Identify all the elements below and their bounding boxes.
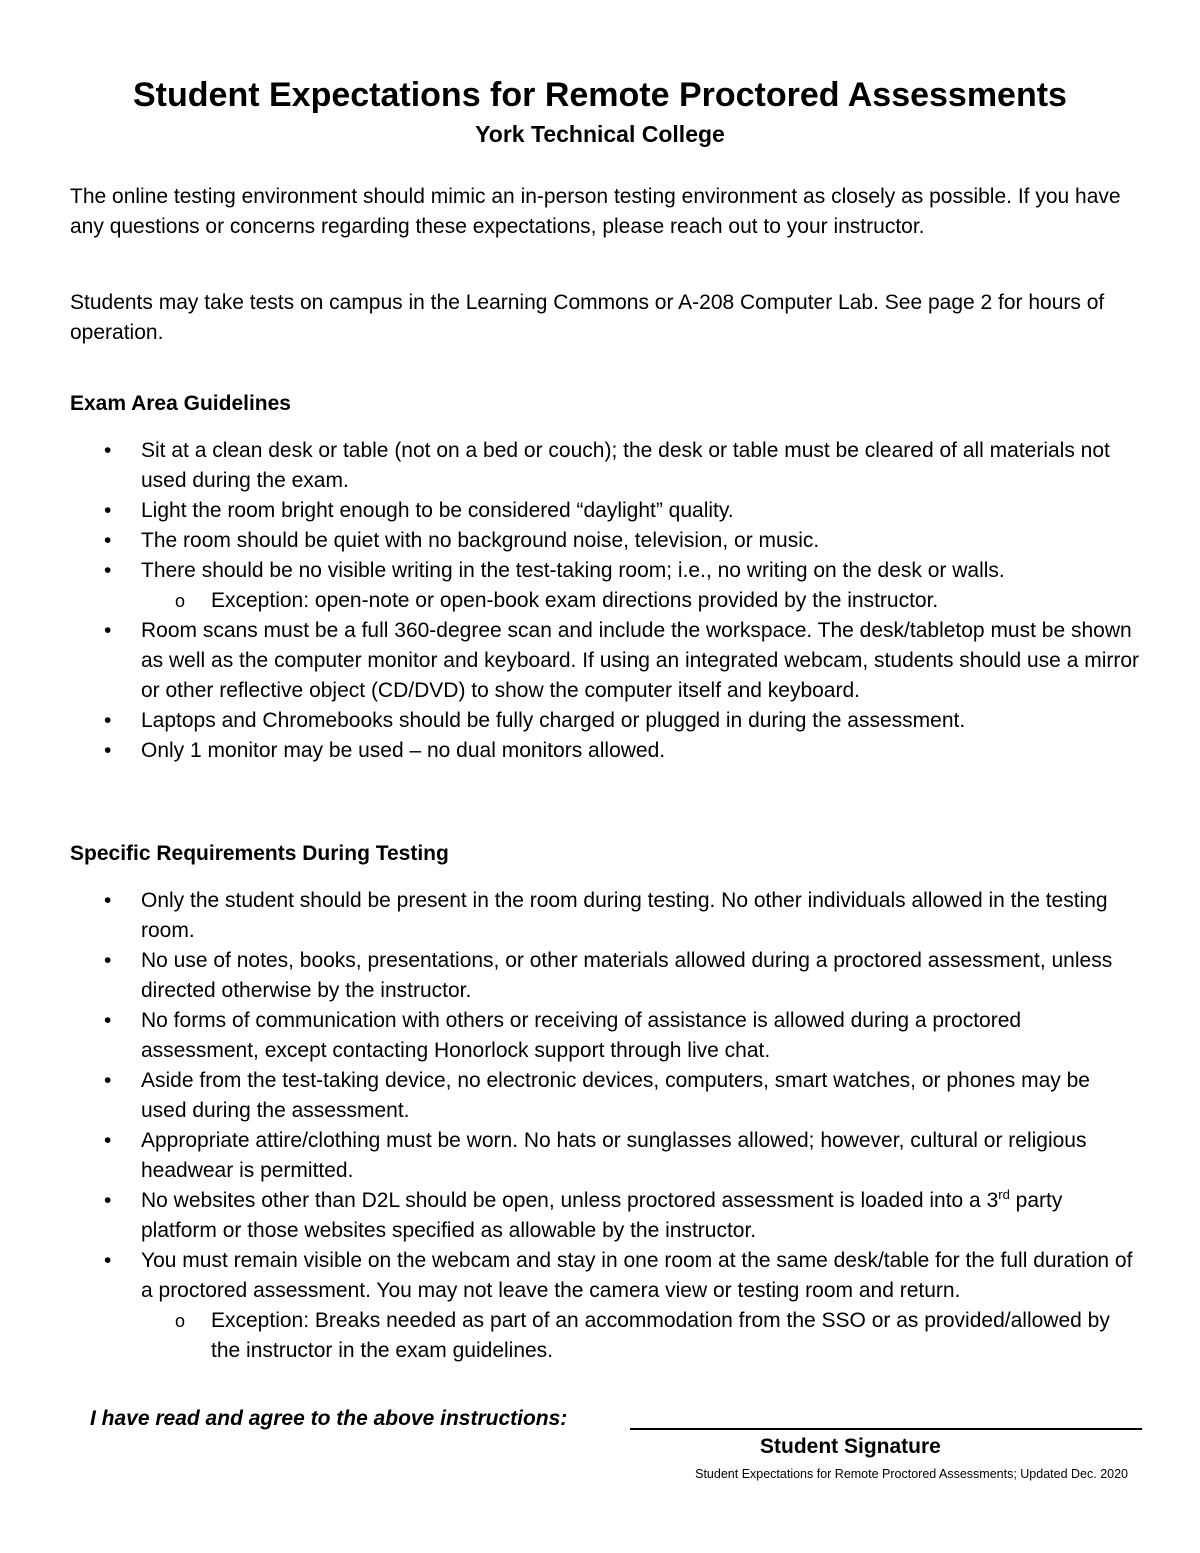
exam-area-list bbox=[0, 436, 1140, 766]
signature-line[interactable] bbox=[630, 1428, 1142, 1430]
list-item: • There should be no visible writing in the test-taking room; i.e., no writing on the desk or walls. bbox=[0, 556, 1140, 586]
list-item: • You must remain visible on the webcam and stay in one room at the same desk/table for the full duration of a proctored assessment. You may not leave the camera view or testing room and return. bbox=[0, 1246, 1140, 1306]
websites-text-superscript: rd bbox=[998, 1187, 1010, 1202]
signature-label: Student Signature bbox=[760, 1435, 941, 1458]
list-item: • No use of notes, books, presentations, or other materials allowed during a proctored assessment, unless directed otherwise by the instructor. bbox=[0, 946, 1140, 1006]
list-item: • No forms of communication with others or receiving of assistance is allowed during a proctored assessment, except contacting Honorlock support through live chat. bbox=[0, 1006, 1140, 1066]
list-item: • Appropriate attire/clothing must be worn. No hats or sunglasses allowed; however, cultural or religious headwear is permitted. bbox=[0, 1126, 1140, 1186]
list-item-websites bbox=[0, 1186, 1140, 1246]
sub-list-item: o Exception: open-note or open-book exam directions provided by the instructor. bbox=[0, 586, 1140, 616]
list-item: • Laptops and Chromebooks should be fully charged or plugged in during the assessment. bbox=[0, 706, 1140, 736]
websites-text-before: No websites other than D2L should be open, unless proctored assessment is loaded into a 3 bbox=[141, 1189, 999, 1212]
list-item: • Sit at a clean desk or table (not on a bed or couch); the desk or table must be cleared of all materials not used during the exam. bbox=[0, 436, 1140, 496]
list-item: • Room scans must be a full 360-degree scan and include the workspace. The desk/tabletop must be shown as well as the computer monitor and keyboard. If using an integrated webcam, students should use a mirror or other reflective object (CD/DVD) to show the computer itself and keyboard. bbox=[0, 616, 1140, 706]
sub-list-item: o Exception: Breaks needed as part of an accommodation from the SSO or as provided/allowed by the instructor in the exam guidelines. bbox=[0, 1306, 1140, 1366]
testing-requirements-list bbox=[0, 886, 1140, 1366]
list-item: • Light the room bright enough to be considered “daylight” quality. bbox=[0, 496, 1140, 526]
page-title: Student Expectations for Remote Proctored Assessments bbox=[133, 76, 1067, 114]
intro-paragraph: The online testing environment should mimic an in-person testing environment as closely as possible. If you have any questions or concerns regarding these expectations, please reach out to your instructor. bbox=[70, 185, 1121, 238]
list-item: • Only the student should be present in the room during testing. No other individuals allowed in the testing room. bbox=[0, 886, 1140, 946]
page-footer: Student Expectations for Remote Proctored Assessments; Updated Dec. 2020 bbox=[695, 1467, 1128, 1481]
exam-area-heading: Exam Area Guidelines bbox=[70, 392, 291, 415]
campus-testing-paragraph: Students may take tests on campus in the Learning Commons or A-208 Computer Lab. See page 2 for hours of operation. bbox=[70, 291, 1105, 344]
page-subtitle: York Technical College bbox=[475, 121, 725, 147]
websites-text-after: party platform or those websites specified as allowable by the instructor. bbox=[141, 1189, 1063, 1242]
agreement-statement: I have read and agree to the above instructions: bbox=[90, 1407, 568, 1430]
list-item: • Only 1 monitor may be used – no dual monitors allowed. bbox=[0, 736, 1140, 766]
testing-requirements-heading: Specific Requirements During Testing bbox=[70, 842, 449, 865]
list-item: • The room should be quiet with no background noise, television, or music. bbox=[0, 526, 1140, 556]
list-item: • Aside from the test-taking device, no electronic devices, computers, smart watches, or phones may be used during the assessment. bbox=[0, 1066, 1140, 1126]
